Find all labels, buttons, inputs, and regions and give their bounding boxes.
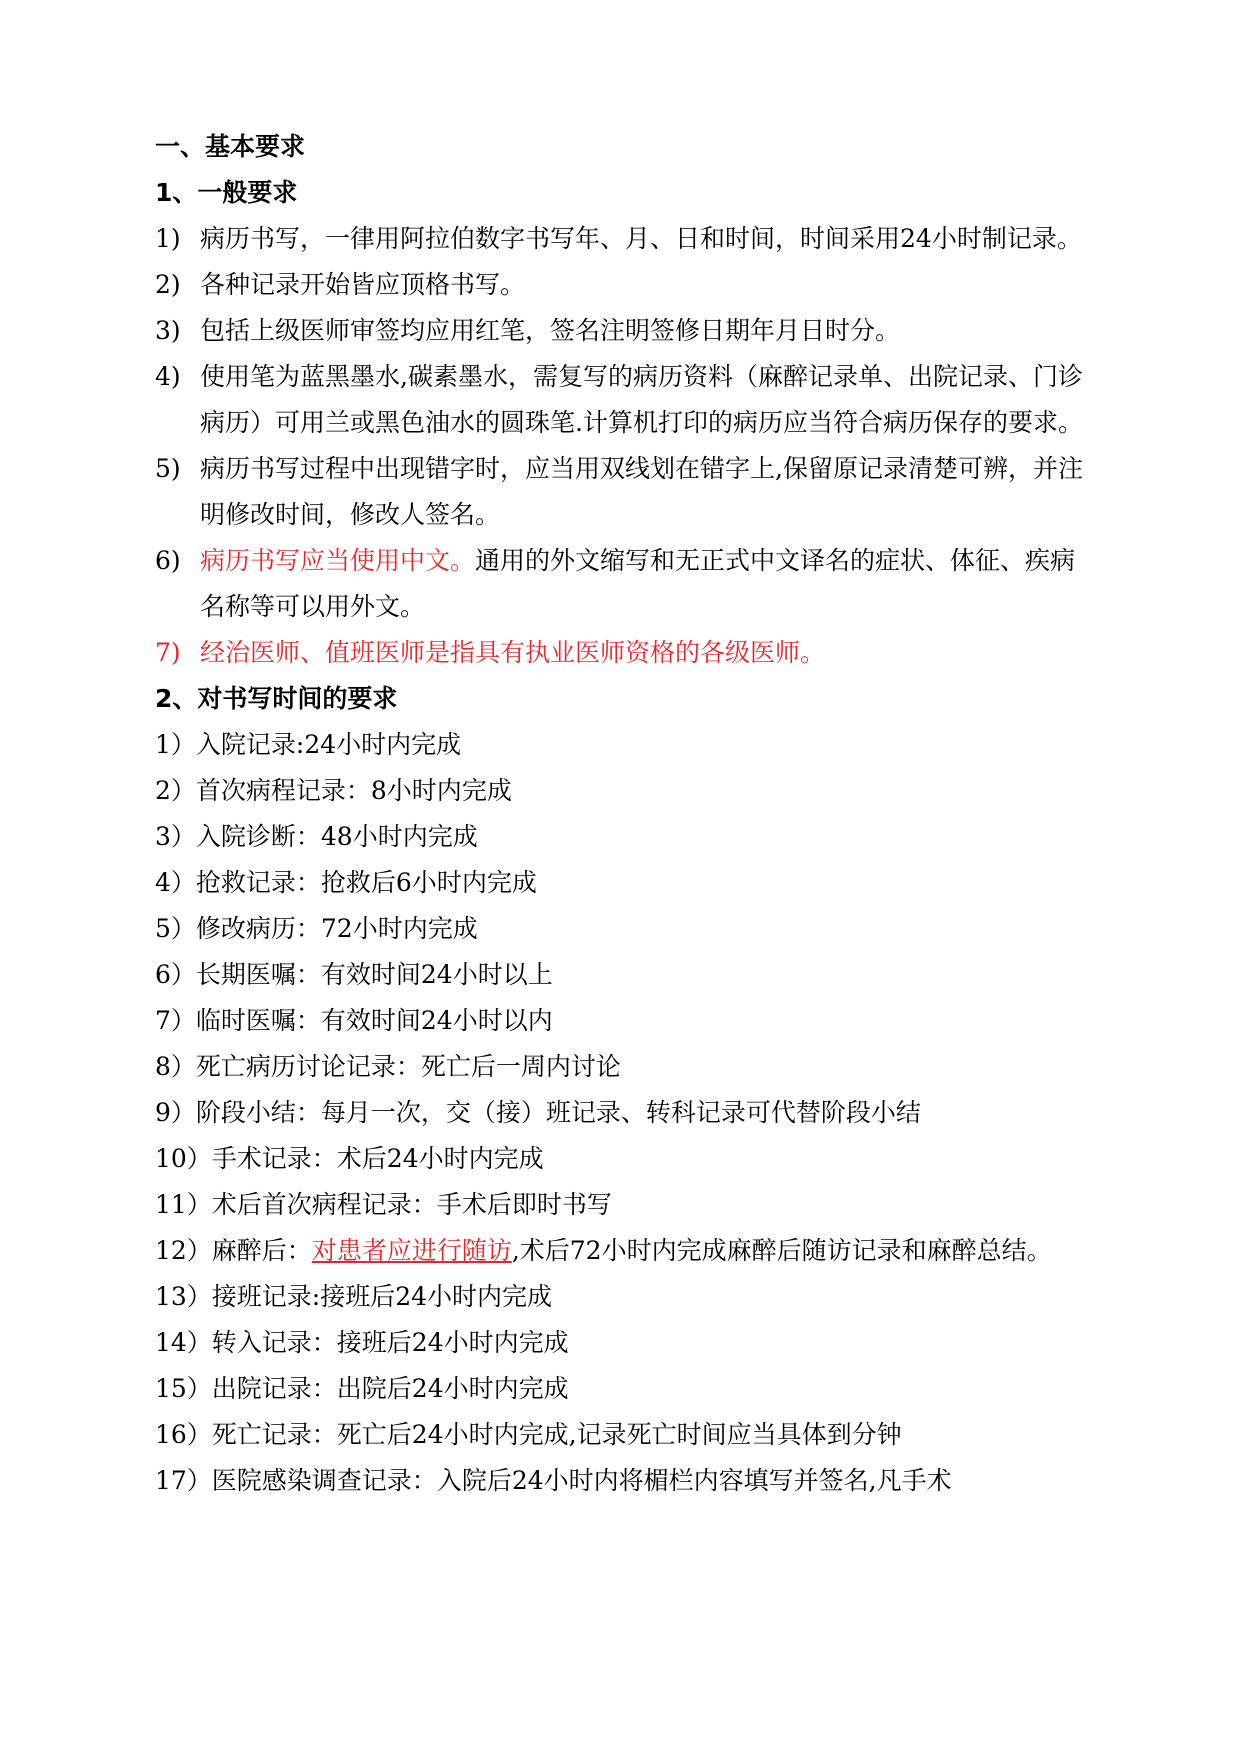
timing-item-2: 2）首次病程记录：8小时内完成 [155, 776, 512, 805]
timing-item-3: 3）入院诊断：48小时内完成 [155, 822, 478, 851]
general-item-7 [155, 630, 1095, 676]
general-item-5 [155, 446, 1095, 538]
item-text: 包括上级医师审签均应用红笔，签名注明签修日期年月日时分。 [200, 316, 901, 345]
timing-requirements-title: 2、对书写时间的要求 [155, 684, 398, 713]
timing-item-4: 4）抢救记录：抢救后6小时内完成 [155, 868, 537, 897]
timing-item-11: 11）术后首次病程记录：手术后即时书写 [155, 1190, 612, 1219]
general-item-6 [155, 538, 1095, 630]
item-prefix: 12）麻醉后： [155, 1236, 312, 1265]
item-number: 1) [155, 224, 181, 253]
document-page [155, 124, 1095, 1504]
section-title: 一、基本要求 [155, 132, 306, 161]
timing-item-1: 1）入院记录:24小时内完成 [155, 730, 462, 759]
timing-item-15: 15）出院记录：出院后24小时内完成 [155, 1374, 569, 1403]
item-text-group [200, 538, 1095, 630]
item-text: 病历书写过程中出现错字时，应当用双线划在错字上,保留原记录清楚可辨，并注明修改时间，修改人签名。 [200, 454, 1083, 529]
item-number: 3) [155, 316, 181, 345]
red-underlined-text: 对患者应进行随访 [311, 1236, 512, 1265]
item-number: 7) [155, 638, 181, 667]
timing-item-9: 9）阶段小结：每月一次，交（接）班记录、转科记录可代替阶段小结 [155, 1098, 921, 1127]
item-text: 使用笔为蓝黑墨水,碳素墨水，需复写的病历资料（麻醉记录单、出院记录、门诊病历）可用兰或黑色油水的圆珠笔.计算机打印的病历应当符合病历保存的要求。 [200, 362, 1083, 437]
timing-item-16: 16）死亡记录：死亡后24小时内完成,记录死亡时间应当具体到分钟 [155, 1420, 902, 1449]
timing-item-5: 5）修改病历：72小时内完成 [155, 914, 478, 943]
item-number: 4) [155, 362, 181, 391]
item-text: 经治医师、值班医师是指具有执业医师资格的各级医师。 [200, 638, 826, 667]
timing-item-8: 8）死亡病历讨论记录：死亡后一周内讨论 [155, 1052, 621, 1081]
timing-item-7: 7）临时医嘱：有效时间24小时以内 [155, 1006, 553, 1035]
item-text: 通用的外文缩写和无正式中文译名的症状、体征、疾病名称等可以用外文。 [200, 546, 1076, 621]
timing-item-17: 17）医院感染调查记录：入院后24小时内将楣栏内容填写并签名,凡手术 [155, 1466, 952, 1495]
timing-item-12 [155, 1228, 1095, 1274]
general-item-2 [155, 262, 1095, 308]
timing-item-10: 10）手术记录：术后24小时内完成 [155, 1144, 544, 1173]
red-emphasis-text: 病历书写应当使用中文。 [200, 546, 476, 575]
general-item-4 [155, 354, 1095, 446]
item-suffix: ,术后72小时内完成麻醉后随访记录和麻醉总结。 [511, 1236, 1052, 1265]
item-text: 各种记录开始皆应顶格书写。 [200, 270, 526, 299]
item-text: 病历书写，一律用阿拉伯数字书写年、月、日和时间，时间采用24小时制记录。 [200, 224, 1082, 253]
timing-item-13: 13）接班记录:接班后24小时内完成 [155, 1282, 553, 1311]
item-number: 6) [155, 546, 181, 575]
general-requirements-title: 1、一般要求 [155, 178, 298, 207]
timing-item-6: 6）长期医嘱：有效时间24小时以上 [155, 960, 553, 989]
general-item-1 [155, 216, 1095, 262]
item-number: 2) [155, 270, 181, 299]
item-number: 5) [155, 454, 181, 483]
timing-item-14: 14）转入记录：接班后24小时内完成 [155, 1328, 569, 1357]
general-item-3 [155, 308, 1095, 354]
